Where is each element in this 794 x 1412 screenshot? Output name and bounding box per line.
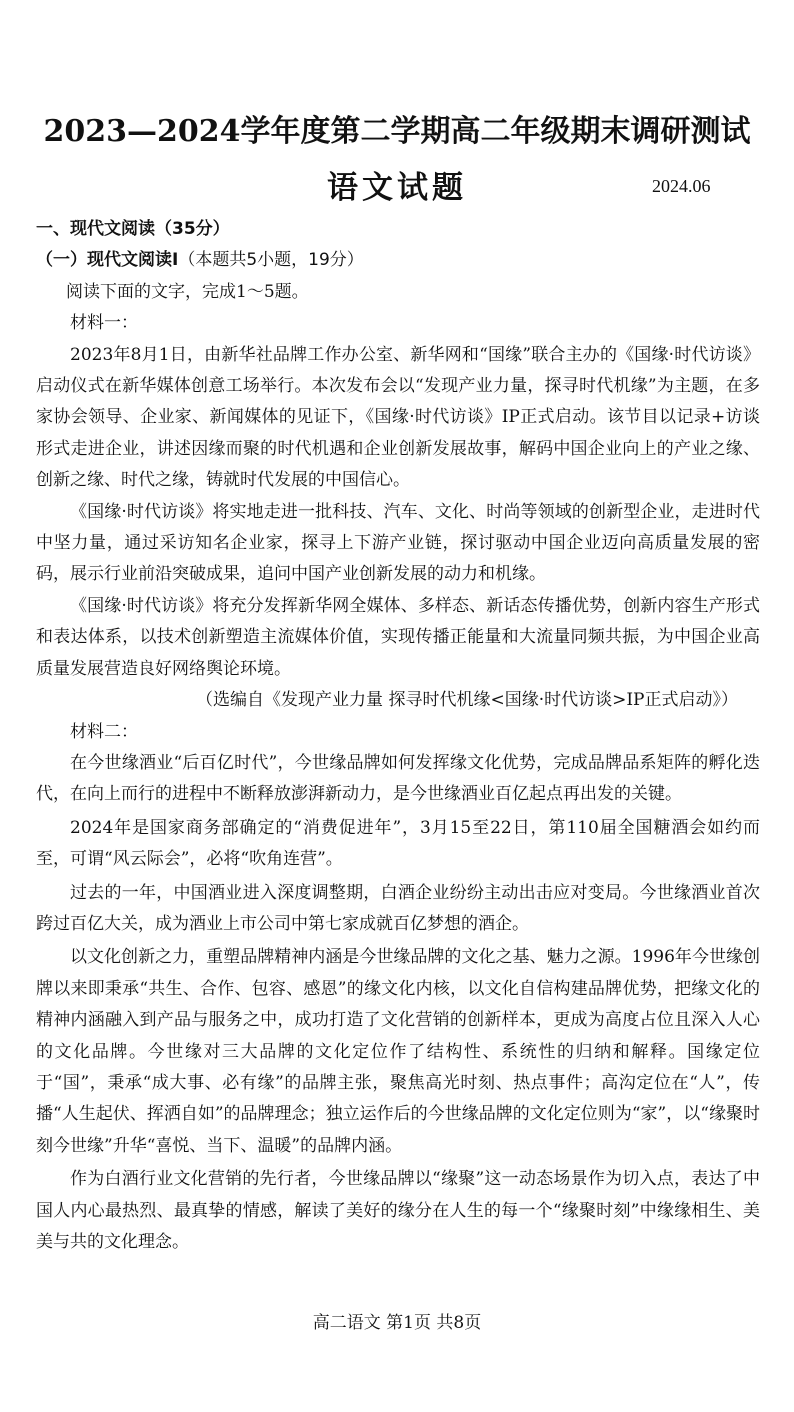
exam-body	[36, 214, 760, 1258]
exam-title: 2023—2024学年度第二学期高二年级期末调研测试	[43, 114, 751, 149]
material-1-paragraph: 2023年8月1日，由新华社品牌工作办公室、新华网和“国缘”联合主办的《国缘·时代访谈》启动仪式在新华媒体创意工场举行。本次发布会以“发现产业力量，探寻时代机缘”为主题，在多家协会领导、企业家、新闻媒体的见证下，《国缘·时代访谈》IP正式启动。该节目以记录+访谈形式走进企业，讲述因缘而聚的时代机遇和企业创新发展故事，解码中国企业向上的产业之缘、创新之缘、时代之缘，铸就时代发展的中国信心。	[36, 344, 760, 491]
material-2-paragraph: 作为白酒行业文化营销的先行者，今世缘品牌以“缘聚”这一动态场景作为切入点，表达了中国人内心最热烈、最真挚的情感，解读了美好的缘分在人生的每一个“缘聚时刻”中缘缘相生、美美与共的文化理念。	[36, 1169, 760, 1252]
material-2-paragraph: 2024年是国家商务部确定的“消费促进年”，3月15至22日，第110届全国糖酒会如约而至，可谓“风云际会”，必将“吹角连营”。	[36, 817, 760, 870]
subject-title: 语文试题	[327, 170, 467, 206]
material-2-paragraph: 过去的一年，中国酒业进入深度调整期，白酒企业纷纷主动出击应对变局。今世缘酒业首次跨过百亿大关，成为酒业上市公司中第七家成就百亿梦想的酒企。	[36, 882, 760, 934]
material-1-paragraph: 《国缘·时代访谈》将实地走进一批科技、汽车、文化、时尚等领域的创新型企业，走进时代中坚力量，通过采访知名企业家，探寻上下游产业链，探讨驱动中国企业迈向高质量发展的密码，展示行业前沿突破成果，追问中国产业创新发展的动力和机缘。	[36, 501, 760, 585]
part-heading	[36, 245, 760, 276]
material-1-paragraph: 《国缘·时代访谈》将充分发挥新华网全媒体、多样态、新话态传播优势，创新内容生产形式和表达体系，以技术创新塑造主流媒体价值，实现传播正能量和大流量同频共振，为中国企业高质量发展营造良好网络舆论环境。	[36, 595, 760, 679]
part-note: （本题共5小题，19分）	[178, 250, 364, 271]
page-footer: 高二语文 第1页 共8页	[312, 1313, 482, 1333]
part-label: （一）现代文阅读Ⅰ	[36, 250, 179, 271]
material-2-paragraph: 以文化创新之力，重塑品牌精神内涵是今世缘品牌的文化之基、魅力之源。1996年今世缘创牌以来即秉承“共生、合作、包容、感恩”的缘文化内核，以文化自信构建品牌优势，把缘文化的精神内涵融入到产品与服务之中，成功打造了文化营销的创新样本，更成为高度占位且深入人心的文化品牌。今世缘对三大品牌的文化定位作了结构性、系统性的归纳和解释。国缘定位于“国”，秉承“成大事、必有缘”的品牌主张，聚焦高光时刻、热点事件；高沟定位在“人”，传播“人生起伏、挥洒自如”的品牌理念；独立运作后的今世缘品牌的文化定位则为“家”，以“缘聚时刻今世缘”升华“喜悦、当下、温暖”的品牌内涵。	[36, 947, 760, 1156]
section-heading: 一、现代文阅读（35分）	[36, 219, 230, 239]
instruction: 阅读下面的文字，完成1～5题。	[66, 281, 309, 302]
material-2-paragraph: 在今世缘酒业“后百亿时代”，今世缘品牌如何发挥缘文化优势，完成品牌品系矩阵的孵化迭代，在向上而行的进程中不断释放澎湃新动力，是今世缘酒业百亿起点再出发的关键。	[36, 752, 760, 805]
material-1-label: 材料一：	[70, 313, 138, 334]
material-1-source: （选编自《发现产业力量 探寻时代机缘<国缘·时代访谈>IP正式启动》）	[196, 690, 738, 711]
exam-date: 2024.06	[652, 176, 711, 196]
material-2-label: 材料二：	[70, 721, 138, 742]
